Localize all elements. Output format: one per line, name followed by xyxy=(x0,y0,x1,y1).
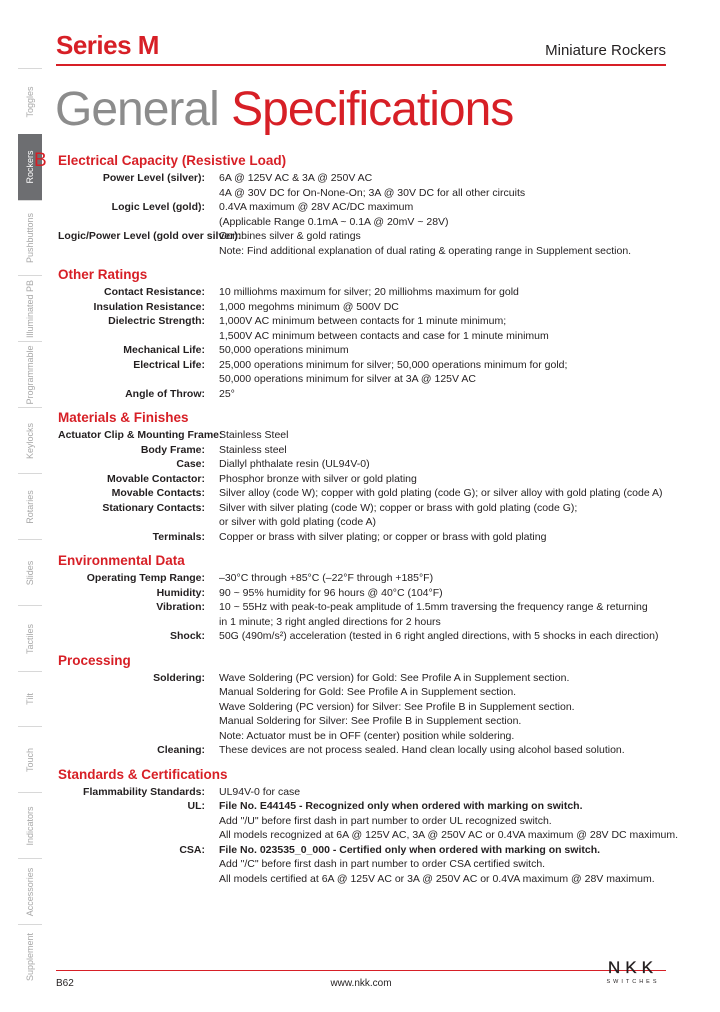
side-tab-indicators[interactable] xyxy=(18,792,42,858)
side-tab-supplement[interactable] xyxy=(18,924,42,988)
side-tab-tactiles[interactable] xyxy=(18,605,42,671)
spec-values xyxy=(219,586,678,601)
nkk-logo-text: NKK xyxy=(608,958,658,977)
side-tab-illuminated-pb[interactable] xyxy=(18,275,42,341)
spec-row xyxy=(58,457,678,472)
spec-values xyxy=(219,530,678,545)
spec-row xyxy=(58,600,678,629)
page-title-word-general: General xyxy=(55,83,219,136)
side-tab-label: Toggles xyxy=(25,85,35,118)
spec-value-line: Silver with silver plating (code W); copper or brass with gold plating (code G); xyxy=(219,501,578,514)
spec-row xyxy=(58,501,678,530)
side-tab-touch[interactable] xyxy=(18,726,42,792)
spec-values xyxy=(219,300,678,315)
footer-divider xyxy=(56,970,666,971)
spec-value-line: (Applicable Range 0.1mA ~ 0.1A @ 20mV ~ 28V) xyxy=(219,215,449,228)
spec-label: Vibration: xyxy=(156,601,205,613)
spec-label: Dielectric Strength: xyxy=(108,315,205,327)
side-tab-label: Rotaries xyxy=(25,489,35,524)
section-heading: Processing xyxy=(58,652,131,668)
spec-value-line: Stainless Steel xyxy=(219,429,289,441)
nkk-logo-subtext: SWITCHES xyxy=(606,979,660,985)
section-heading: Materials & Finishes xyxy=(58,410,189,425)
spec-row xyxy=(58,843,678,887)
spec-label: Actuator Clip & Mounting Frame: xyxy=(58,429,223,441)
spec-label: CSA: xyxy=(179,843,205,856)
spec-values xyxy=(219,200,678,229)
section-spacer xyxy=(58,758,678,767)
spec-row xyxy=(58,387,678,402)
spec-value-line: UL94V-0 for case xyxy=(219,785,301,798)
side-tab-label: Accessories xyxy=(25,867,35,916)
spec-value-line: All models certified at 6A @ 125V AC or 3A @ 250V AC or 0.4VA maximum @ 28V maximum. xyxy=(219,872,655,885)
spec-row xyxy=(58,586,678,601)
spec-label: Case: xyxy=(176,458,205,470)
spec-row xyxy=(58,428,678,443)
side-tab-slides[interactable] xyxy=(18,539,42,605)
spec-values xyxy=(219,171,678,200)
spec-row xyxy=(58,171,678,200)
side-tab-label: Programmable xyxy=(25,344,35,405)
spec-row xyxy=(58,358,678,387)
spec-label: Mechanical Life: xyxy=(123,344,205,356)
spec-values xyxy=(219,671,678,744)
page-footer xyxy=(56,958,666,996)
spec-label: Movable Contacts: xyxy=(111,487,205,499)
website-url: www.nkk.com xyxy=(330,978,392,989)
spec-label: Humidity: xyxy=(156,586,205,599)
spec-row xyxy=(58,785,678,800)
header-divider xyxy=(56,64,666,66)
spec-value-line: –30°C through +85°C (–22°F through +185°F) xyxy=(219,572,434,584)
section-heading: Environmental Data xyxy=(58,553,185,568)
spec-row xyxy=(58,629,678,644)
category-title: Miniature Rockers xyxy=(545,42,666,59)
spec-value-line: Wave Soldering (PC version) for Gold: See Profile A in Supplement section. xyxy=(219,671,570,684)
section-heading: Standards & Certifications xyxy=(58,766,228,782)
side-tab-programmable[interactable] xyxy=(18,341,42,407)
spec-values xyxy=(219,428,678,443)
spec-value-line: 1,000V AC minimum between contacts for 1 minute minimum; xyxy=(219,315,507,327)
spec-row xyxy=(58,743,678,758)
spec-row xyxy=(58,314,678,343)
section-heading: Electrical Capacity (Resistive Load) xyxy=(58,153,287,168)
spec-values xyxy=(219,343,678,358)
spec-value-line: Add "/U" before first dash in part number to order UL recognized switch. xyxy=(219,814,552,827)
spec-value-line: in 1 minute; 3 right angled directions for 2 hours xyxy=(219,615,441,628)
section-spacer xyxy=(58,644,678,653)
side-tab-label: Keylocks xyxy=(25,422,35,459)
spec-value-line: Note: Actuator must be in OFF (center) position while soldering. xyxy=(219,729,515,742)
spec-label: Power Level (silver): xyxy=(102,172,205,184)
spec-value-line: 1,000 megohms minimum @ 500V DC xyxy=(219,300,399,313)
spec-row xyxy=(58,443,678,458)
spec-value-line: 10 milliohms maximum for silver; 20 milliohms maximum for gold xyxy=(219,286,519,298)
section-spacer xyxy=(58,544,678,553)
spec-value-line: 0.4VA maximum @ 28V AC/DC maximum xyxy=(219,201,414,213)
side-tab-rotaries[interactable] xyxy=(18,473,42,539)
spec-label: Logic Level (gold): xyxy=(111,201,205,213)
spec-value-line: Add "/C" before first dash in part number to order CSA certified switch. xyxy=(219,858,546,870)
section-spacer xyxy=(58,258,678,267)
spec-value-line: Combines silver & gold ratings xyxy=(219,230,361,242)
category-side-tabs xyxy=(18,68,42,981)
page-title-word-specifications: Specifications xyxy=(231,83,514,136)
side-tab-keylocks[interactable] xyxy=(18,407,42,473)
spec-row xyxy=(58,229,678,258)
side-tab-label: Rockers xyxy=(25,150,35,184)
active-section-letter: B xyxy=(34,150,47,171)
page-header xyxy=(56,30,666,68)
spec-value-line: 50,000 operations minimum xyxy=(219,344,349,356)
spec-values xyxy=(219,571,678,586)
side-tab-label: Supplement xyxy=(25,932,35,981)
spec-values xyxy=(219,387,678,402)
spec-value-line: All models recognized at 6A @ 125V AC, 3A @ 250V AC or 0.4VA maximum @ 28V DC maximum. xyxy=(219,829,678,841)
spec-label: Electrical Life: xyxy=(133,358,205,371)
spec-value-line: 4A @ 30V DC for On-None-On; 3A @ 30V DC for all other circuits xyxy=(219,186,526,199)
spec-row xyxy=(58,530,678,545)
spec-row xyxy=(58,285,678,300)
spec-values xyxy=(219,443,678,458)
spec-value-line: Manual Soldering for Silver: See Profile B in Supplement section. xyxy=(219,715,522,727)
side-tab-accessories[interactable] xyxy=(18,858,42,924)
spec-values xyxy=(219,785,678,800)
spec-row xyxy=(58,571,678,586)
side-tab-label: Touch xyxy=(25,747,35,772)
spec-value-line: Diallyl phthalate resin (UL94V-0) xyxy=(219,458,370,470)
spec-label: Contact Resistance: xyxy=(104,286,205,298)
spec-label: Body Frame: xyxy=(140,443,205,456)
spec-value-line: Silver alloy (code W); copper with gold plating (code G); or silver alloy with gold plating (code A) xyxy=(219,487,663,499)
spec-label: Insulation Resistance: xyxy=(93,300,205,313)
side-tab-label: Tactiles xyxy=(25,623,35,654)
side-tab-label: Illuminated PB xyxy=(25,279,35,338)
spec-value-line: Note: Find additional explanation of dual rating & operating range in Supplement section. xyxy=(219,244,632,257)
spec-value-line: These devices are not process sealed. Hand clean locally using alcohol based solution. xyxy=(219,744,625,756)
spec-label: Logic/Power Level (gold over silver): xyxy=(58,230,242,242)
spec-value-line: 50,000 operations minimum for silver at 3A @ 125V AC xyxy=(219,373,476,385)
spec-value-line: 6A @ 125V AC & 3A @ 250V AC xyxy=(219,172,373,184)
side-tab-label: Indicators xyxy=(25,805,35,846)
section-spacer xyxy=(58,401,678,410)
spec-values xyxy=(219,743,678,758)
spec-values xyxy=(219,629,678,644)
spec-row xyxy=(58,343,678,358)
spec-values xyxy=(219,600,678,629)
side-tab-toggles[interactable] xyxy=(18,68,42,134)
spec-value-line: 1,500V AC minimum between contacts and case for 1 minute minimum xyxy=(219,329,549,342)
spec-value-line: or silver with gold plating (code A) xyxy=(219,516,376,528)
side-tab-label: Tilt xyxy=(25,693,35,705)
spec-label: Movable Contactor: xyxy=(106,472,205,485)
spec-label: Shock: xyxy=(169,630,205,642)
spec-value-line: Phosphor bronze with silver or gold plating xyxy=(219,472,417,485)
spec-value-line: Manual Soldering for Gold: See Profile A in Supplement section. xyxy=(219,686,517,698)
spec-value-line: Copper or brass with silver plating; or copper or brass with gold plating xyxy=(219,530,547,543)
spec-value-line: Wave Soldering (PC version) for Silver: See Profile B in Supplement section. xyxy=(219,700,575,713)
side-tab-pushbuttons[interactable] xyxy=(18,200,42,275)
spec-values xyxy=(219,843,678,887)
spec-label: Stationary Contacts: xyxy=(102,501,205,514)
spec-value-line: Stainless steel xyxy=(219,443,287,456)
spec-label: UL: xyxy=(187,800,205,812)
spec-value-line: 25,000 operations minimum for silver; 50,000 operations minimum for gold; xyxy=(219,358,568,371)
spec-values xyxy=(219,285,678,300)
spec-values xyxy=(219,229,678,258)
spec-label: Soldering: xyxy=(153,671,205,684)
nkk-logo xyxy=(600,956,666,986)
side-tab-tilt[interactable] xyxy=(18,671,42,726)
spec-row xyxy=(58,472,678,487)
spec-value-line: 50G (490m/s²) acceleration (tested in 6 right angled directions, with 5 shocks in each direction) xyxy=(219,630,659,642)
spec-values xyxy=(219,314,678,343)
side-tab-label: Slides xyxy=(25,560,35,585)
spec-value-line: 10 ~ 55Hz with peak-to-peak amplitude of 1.5mm traversing the frequency range & returning xyxy=(219,601,648,613)
spec-row xyxy=(58,486,678,501)
spec-row xyxy=(58,200,678,229)
spec-values xyxy=(219,486,678,501)
page-title xyxy=(55,83,514,136)
specifications-content xyxy=(58,153,678,886)
spec-label: Terminals: xyxy=(152,530,205,543)
spec-value-line: 25° xyxy=(219,387,235,400)
series-title: Series M xyxy=(56,30,159,60)
spec-values xyxy=(219,472,678,487)
spec-values xyxy=(219,501,678,530)
spec-label: Operating Temp Range: xyxy=(86,572,205,584)
section-heading: Other Ratings xyxy=(58,267,148,282)
side-tab-label: Pushbuttons xyxy=(25,212,35,264)
spec-value-bold: File No. 023535_0_000 - Certified only when ordered with marking on switch. xyxy=(219,843,601,856)
spec-row xyxy=(58,300,678,315)
spec-label: Angle of Throw: xyxy=(125,387,205,400)
spec-value-line: 90 ~ 95% humidity for 96 hours @ 40°C (104°F) xyxy=(219,586,443,599)
spec-values xyxy=(219,457,678,472)
spec-values xyxy=(219,799,678,843)
spec-row xyxy=(58,671,678,744)
spec-values xyxy=(219,358,678,387)
spec-value-bold: File No. E44145 - Recognized only when ordered with marking on switch. xyxy=(219,800,583,812)
page-number: B62 xyxy=(56,978,74,989)
spec-label: Cleaning: xyxy=(157,744,205,756)
spec-row xyxy=(58,799,678,843)
spec-label: Flammability Standards: xyxy=(83,785,205,798)
